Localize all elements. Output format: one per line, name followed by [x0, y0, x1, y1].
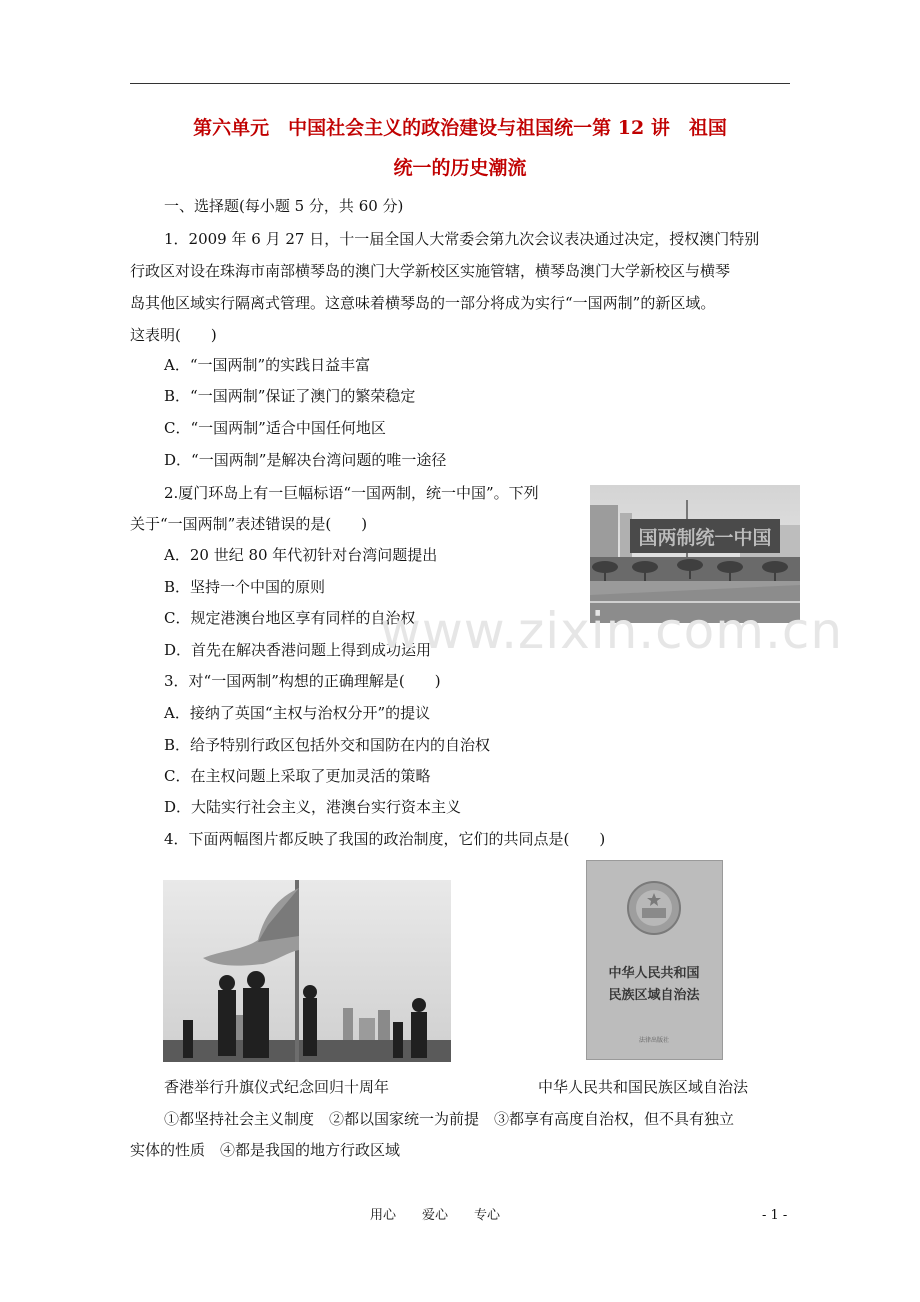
q1-line: 1．2009 年 6 月 27 日，十一届全国人大常委会第九次会议表决通过决定，授权澳门特别 — [164, 230, 760, 248]
q2-option-d: D．首先在解决香港问题上得到成功运用 — [164, 641, 432, 659]
q2-option-c: C．规定港澳台地区享有同样的自治权 — [164, 609, 416, 627]
doc-title-line-2: 统一的历史潮流 — [393, 157, 527, 179]
q4-line: 4．下面两幅图片都反映了我国的政治制度，它们的共同点是( ) — [164, 830, 606, 848]
q1-option-b: B．“一国两制”保证了澳门的繁荣稳定 — [164, 387, 416, 405]
slogan-sign-text: 国两制统一中国 — [638, 527, 772, 549]
q2-line: 关于“一国两制”表述错误的是( ) — [130, 515, 368, 533]
q1-line: 行政区对设在珠海市南部横琴岛的澳门大学新校区实施管辖，横琴岛澳门大学新校区与横琴 — [130, 262, 731, 280]
q4-statements: 实体的性质 ④都是我国的地方行政区域 — [130, 1141, 401, 1159]
q2-line: 2.厦门环岛上有一巨幅标语“一国两制，统一中国”。下列 — [164, 484, 539, 502]
q3-option-d: D．大陆实行社会主义，港澳台实行资本主义 — [164, 798, 462, 816]
watermark: www.zixin.com.cn — [380, 602, 844, 660]
q1-option-a: A．“一国两制”的实践日益丰富 — [164, 356, 371, 374]
q2-option-a: A．20 世纪 80 年代初针对台湾问题提出 — [164, 546, 438, 564]
q3-line: 3．对“一国两制”构想的正确理解是( ) — [164, 672, 441, 690]
q3-option-c: C．在主权问题上采取了更加灵活的策略 — [164, 767, 431, 785]
q1-option-d: D．“一国两制”是解决台湾问题的唯一途径 — [164, 451, 447, 469]
q4-statements: ①都坚持社会主义制度 ②都以国家统一为前提 ③都享有高度自治权，但不具有独立 — [164, 1110, 735, 1128]
flag-raising-photo — [163, 880, 451, 1062]
q3-option-b: B．给予特别行政区包括外交和国防在内的自治权 — [164, 736, 491, 754]
q1-option-c: C．“一国两制”适合中国任何地区 — [164, 419, 386, 437]
section-heading: 一、选择题(每小题 5 分，共 60 分) — [164, 197, 404, 215]
book-publisher: 法律出版社 — [638, 1037, 670, 1044]
header-rule — [130, 83, 790, 84]
q1-line: 岛其他区域实行隔离式管理。这意味着横琴岛的一部分将成为实行“一国两制”的新区域。 — [130, 294, 716, 312]
book-title-line-2: 民族区域自治法 — [608, 988, 700, 1003]
law-book-cover — [586, 860, 723, 1060]
national-emblem-icon — [628, 882, 680, 934]
q3-option-a: A．接纳了英国“主权与治权分开”的提议 — [164, 704, 431, 722]
caption-right: 中华人民共和国民族区域自治法 — [538, 1078, 749, 1096]
q1-line: 这表明( ) — [130, 326, 217, 344]
caption-left: 香港举行升旗仪式纪念回归十周年 — [164, 1078, 390, 1096]
book-title-line-1: 中华人民共和国 — [608, 966, 700, 981]
doc-title-line-1: 第六单元 中国社会主义的政治建设与祖国统一第 12 讲 祖国 — [193, 117, 727, 139]
footer-motto: 用心 爱心 专心 — [370, 1208, 501, 1223]
q2-option-b: B．坚持一个中国的原则 — [164, 578, 326, 596]
page-number: - 1 - — [762, 1208, 788, 1223]
